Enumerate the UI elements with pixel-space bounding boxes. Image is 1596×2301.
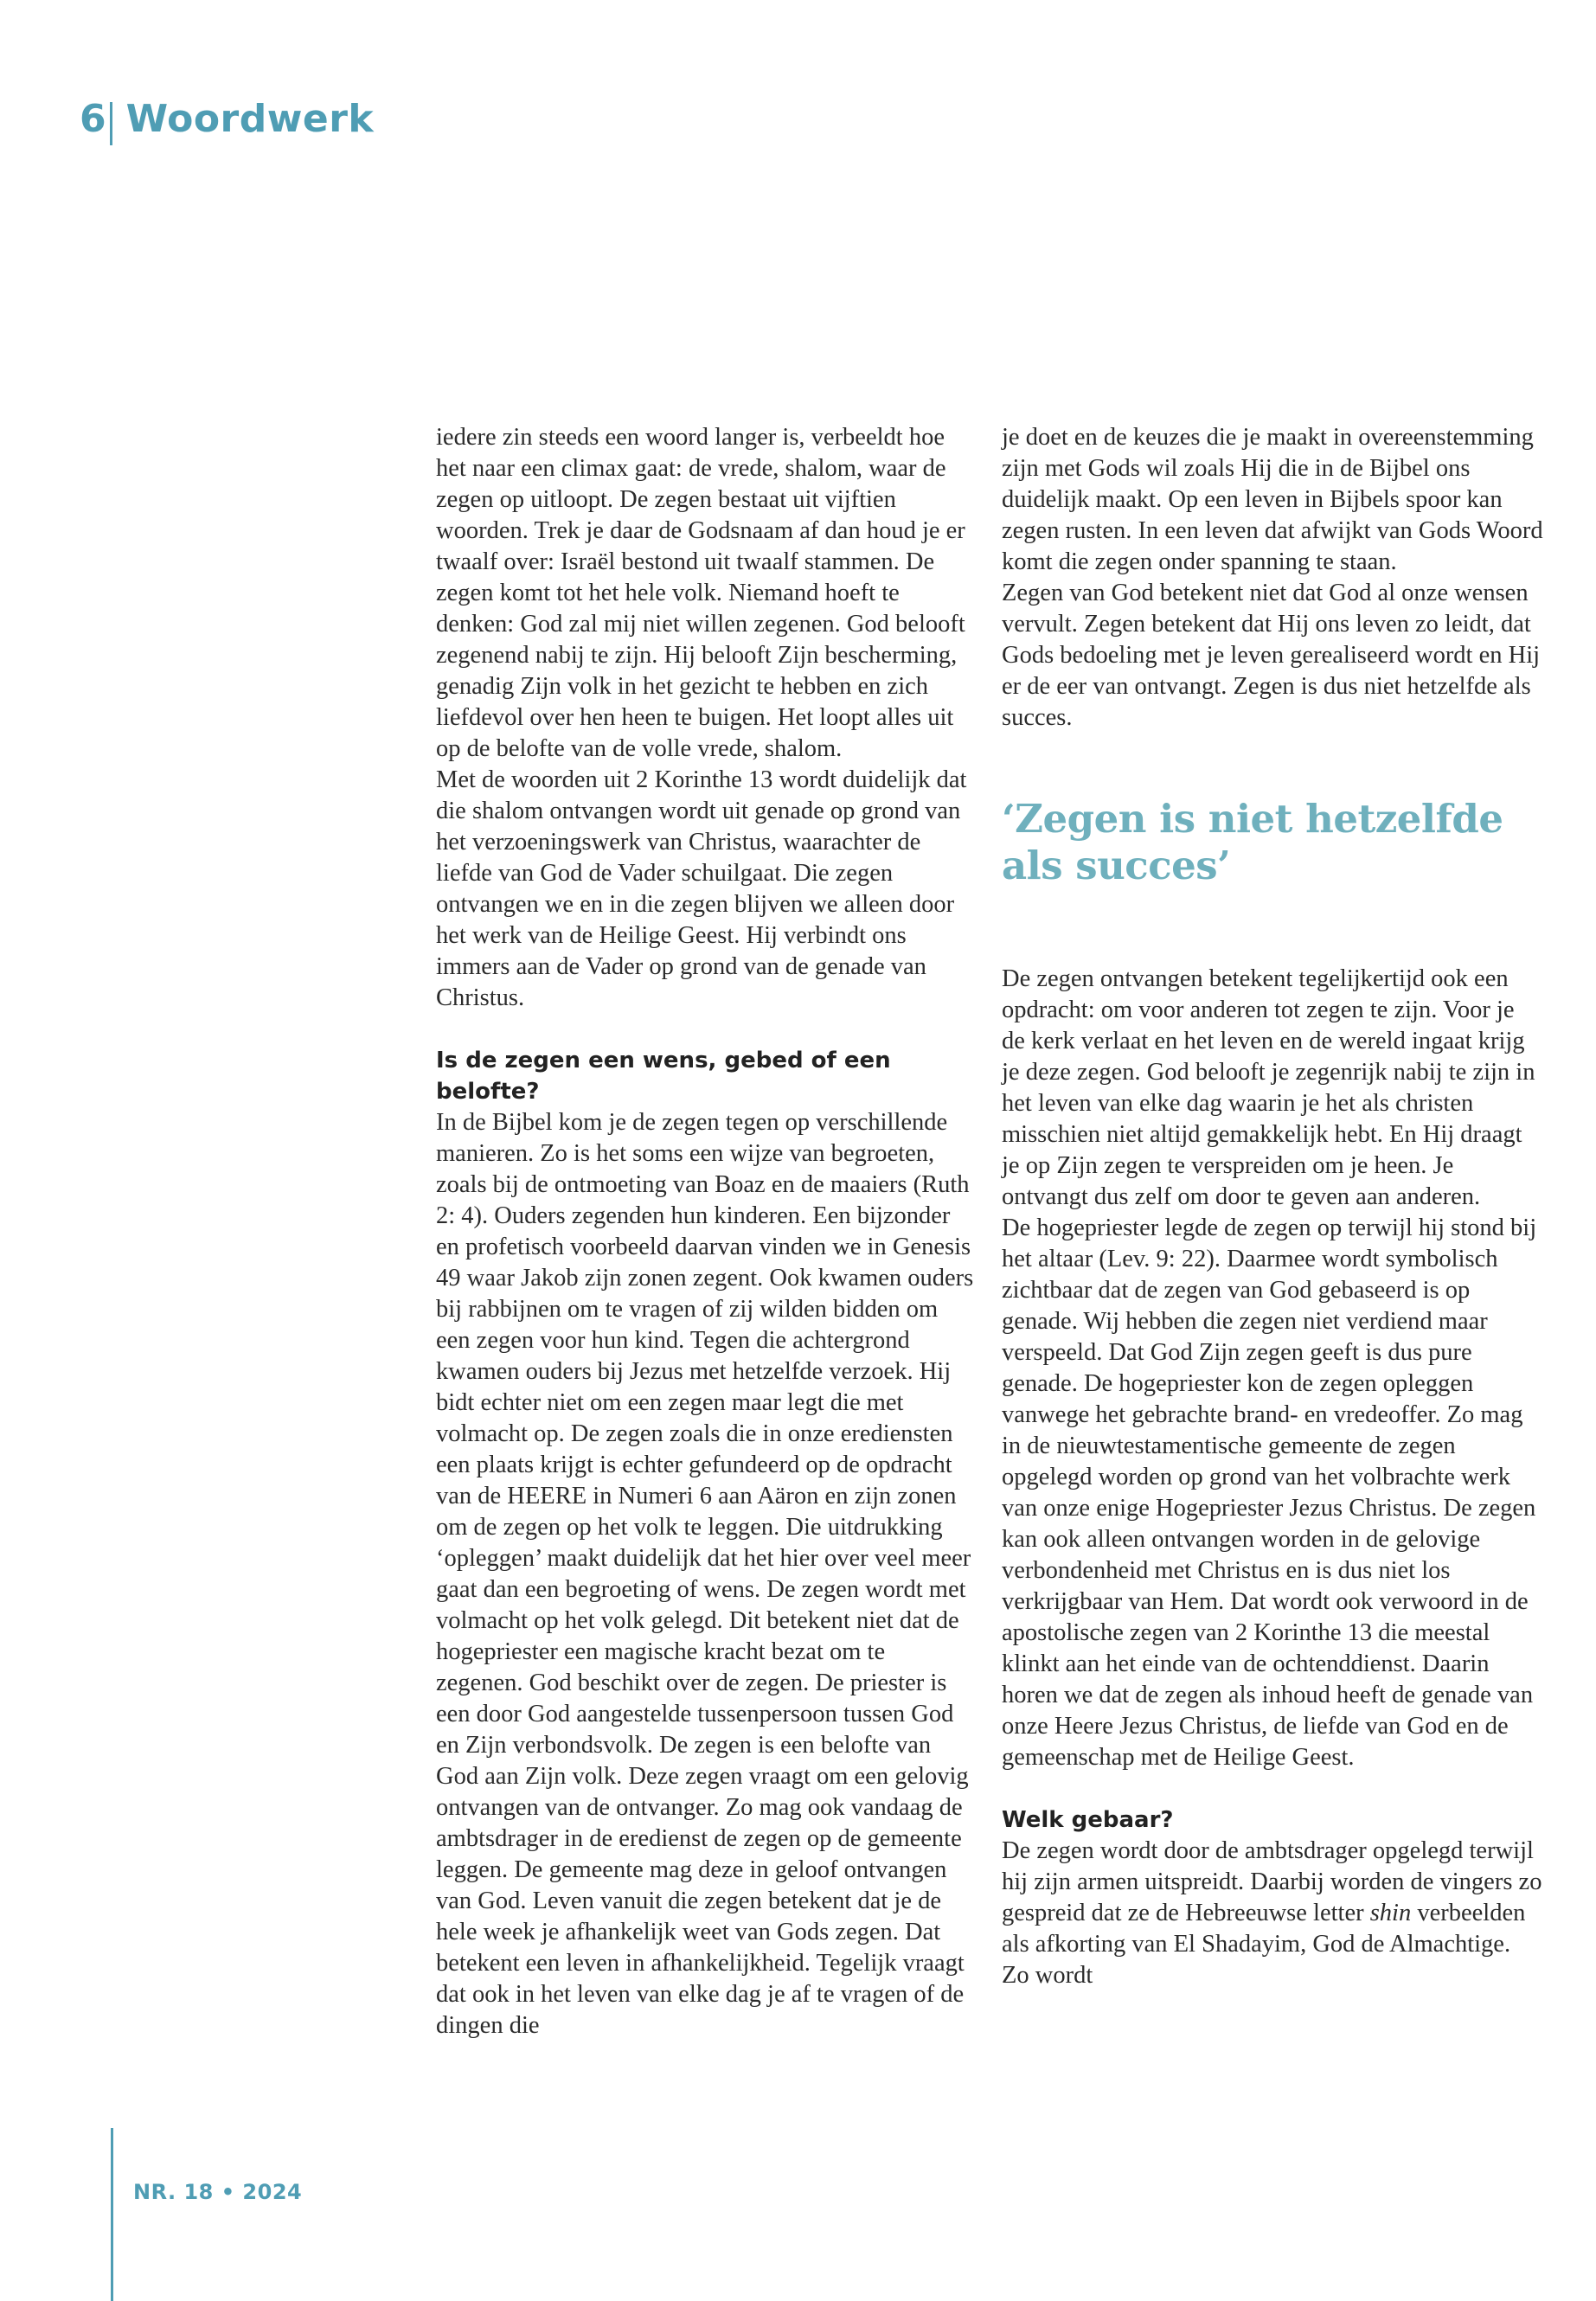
pull-quote: ‘Zegen is niet hetzelfde als succes’: [1002, 796, 1503, 888]
body-paragraph: [1002, 1836, 1543, 1991]
body-paragraph: je doet en de keuzes die je maakt in overeenstemming zijn met Gods wil zoals Hij die in de Bijbel ons duidelijk maakt. Op een leven in Bijbels spoor kan zegen rusten. In een leven dat afwijkt van Gods Woord komt die zegen onder spanning te staan.: [1002, 424, 1543, 575]
paragraph-text: De zegen wordt door de ambtsdrager opgelegd terwijl hij zijn armen uitspreidt. Daarbij worden de vingers zo gespreid dat ze de Hebreeuwse letter: [1002, 1837, 1542, 1926]
header-divider: [110, 102, 112, 145]
section-title: Woordwerk: [125, 97, 375, 141]
page-header: [80, 93, 374, 145]
page-number: 6: [80, 97, 106, 141]
subheading: Is de zegen een wens, gebed of een belofte?: [436, 1048, 891, 1105]
left-column: [436, 422, 977, 2041]
body-paragraph: Met de woorden uit 2 Korinthe 13 wordt duidelijk dat die shalom ontvangen wordt uit genade op grond van het verzoeningswerk van Christus, waarachter de liefde van God de Vader schuilgaat. Die zegen ontvangen we en in die zegen blijven we alleen door het werk van de Heilige Geest. Hij verbindt ons immers aan de Vader op grond van de genade van Christus.: [436, 766, 967, 1011]
paragraph-text: verbeelden als afkorting van El Shadayim, God de Almachtige. Zo wordt: [1002, 1900, 1526, 1989]
italic-term: shin: [1369, 1900, 1412, 1926]
body-paragraph: Zegen van God betekent niet dat God al onze wensen vervult. Zegen betekent dat Hij ons leven zo leidt, dat Gods bedoeling met je leven gerealiseerd wordt en Hij er de eer van ontvangt. Zegen is dus niet hetzelfde als succes.: [1002, 580, 1541, 731]
body-paragraph: iedere zin steeds een woord langer is, verbeeldt hoe het naar een climax gaat: de vrede, shalom, waar de zegen op uitloopt. De zegen bestaat uit vijftien woorden. Trek je daar de Godsnaam af dan houd je er twaalf over: Israël bestond uit twaalf stammen. De zegen komt tot het hele volk. Niemand hoeft te denken: God zal mij niet willen zegenen. God belooft zegenend nabij te zijn. Hij belooft Zijn bescherming, genadig Zijn volk in het gezicht te hebben en zich liefdevol over hen heen te buigen. Het loopt alles uit op de belofte van de volle vrede, shalom.: [436, 424, 965, 762]
body-paragraph: De zegen ontvangen betekent tegelijkertijd ook een opdracht: om voor anderen tot zegen te zijn. Voor je de kerk verlaat en het leven en de wereld ingaat krijg je deze zegen. God belooft je zegenrijk nabij te zijn in het leven van elke dag waarin je het als christen misschien niet altijd gemakkelijk hebt. En Hij draagt je op Zijn zegen te verspreiden om je heen. Je ontvangt dus zelf om door te geven aan anderen.: [1002, 965, 1535, 1210]
issue-label: NR. 18 • 2024: [133, 2180, 303, 2204]
right-column: [1002, 422, 1543, 1991]
subheading: Welk gebaar?: [1002, 1807, 1174, 1833]
footer-divider: [111, 2128, 113, 2301]
body-paragraph: In de Bijbel kom je de zegen tegen op verschillende manieren. Zo is het soms een wijze van begroeten, zoals bij de ontmoeting van Boaz en de maaiers (Ruth 2: 4). Ouders zegenden hun kinderen. Een bijzonder en profetisch voorbeeld daarvan vinden we in Genesis 49 waar Jakob zijn zonen zegent. Ook kwamen ouders bij rabbijnen om te vragen of zij wilden bidden om een zegen voor hun kind. Tegen die achtergrond kwamen ouders bij Jezus met hetzelfde verzoek. Hij bidt echter niet om een zegen maar legt die met volmacht op. De zegen zoals die in onze erediensten een plaats krijgt is echter gefundeerd op de opdracht van de HEERE in Numeri 6 aan Aäron en zijn zonen om de zegen op het volk te leggen. Die uitdrukking ‘opleggen’ maakt duidelijk dat het hier over veel meer gaat dan een begroeting of wens. De zegen wordt met volmacht op het volk gelegd. Dit betekent niet dat de hogepriester een magische kracht bezat om te zegenen. God beschikt over de zegen. De priester is een door God aangestelde tussenpersoon tussen God en Zijn verbondsvolk. De zegen is een belofte van God aan Zijn volk. Deze zegen vraagt om een gelovig ontvangen van de ontvanger. Zo mag ook vandaag de ambtsdrager in de eredienst de zegen op de gemeente leggen. De gemeente mag deze in geloof ontvangen van God. Leven vanuit die zegen betekent dat je de hele week je afhankelijk weet van Gods zegen. Dat betekent een leven in afhankelijkheid. Tegelijk vraagt dat ook in het leven van elke dag je af te vragen of de dingen die: [436, 1109, 974, 2039]
body-paragraph: De hogepriester legde de zegen op terwijl hij stond bij het altaar (Lev. 9: 22). Daarmee wordt symbolisch zichtbaar dat de zegen van God gebaseerd is op genade. Wij hebben die zegen niet verdiend maar verspeeld. Dat God Zijn zegen geeft is dus pure genade. De hogepriester kon de zegen opleggen vanwege het gebrachte brand- en vredeoffer. Zo mag in de nieuwtestamentische gemeente de zegen opgelegd worden op grond van het volbrachte werk van onze enige Hogepriester Jezus Christus. De zegen kan ook alleen ontvangen worden in de gelovige verbondenheid met Christus en is dus niet los verkrijgbaar van Hem. Dat wordt ook verwoord in de apostolische zegen van 2 Korinthe 13 die meestal klinkt aan het einde van de ochtenddienst. Daarin horen we dat de zegen als inhoud heeft de genade van onze Heere Jezus Christus, de liefde van God en de gemeenschap met de Heilige Geest.: [1002, 1215, 1537, 1771]
